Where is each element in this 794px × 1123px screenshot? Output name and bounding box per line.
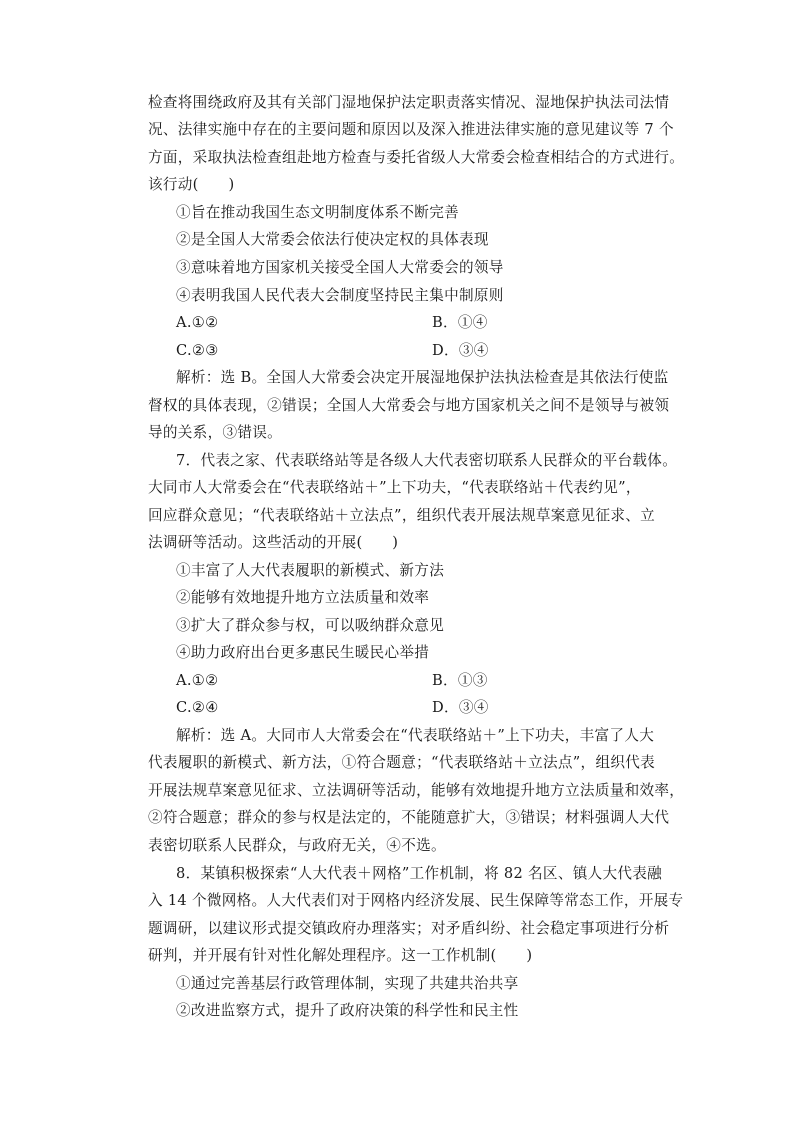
q6-analysis-line: 解析：选 B。全国人大常委会决定开展湿地保护法执法检查是其依法行使监 bbox=[176, 369, 669, 386]
q8-stem-line: 8．某镇积极探索“人大代表＋网格”工作机制，将 82 名区、镇人大代表融 bbox=[176, 865, 663, 882]
q6-option-d: D．③④ bbox=[432, 342, 489, 359]
q6-stem-line: 方面，采取执法检查组赴地方检查与委托省级人大常委会检查相结合的方式进行。 bbox=[148, 149, 685, 166]
q7-stem-line: 回应群众意见；“代表联络站＋立法点”，组织代表开展法规草案意见征求、立 bbox=[148, 507, 656, 524]
q8-stem-line: 研判，并开展有针对性化解处理程序。这一工作机制( ) bbox=[148, 947, 533, 964]
q6-analysis-line: 导的关系，③错误。 bbox=[148, 424, 283, 441]
q8-stem-line: 题调研，以建议形式提交镇政府办理落实；对矛盾纠纷、社会稳定事项进行分析 bbox=[148, 920, 670, 937]
q7-analysis-line: 解析：选 A。大同市人大常委会在“代表联络站＋”上下功夫，丰富了人大 bbox=[176, 727, 655, 744]
q6-stem-line: 检查将围绕政府及其有关部门湿地保护法定职责落实情况、湿地保护执法司法情 bbox=[148, 94, 670, 111]
q7-analysis-line: ②符合题意；群众的参与权是法定的，不能随意扩大，③错误；材料强调人大代 bbox=[148, 809, 670, 826]
q8-stem-line: 入 14 个微网格。人大代表们对于网格内经济发展、民生保障等常态工作，开展专 bbox=[148, 892, 684, 909]
q6-analysis-line: 督权的具体表现，②错误；全国人大常委会与地方国家机关之间不是领导与被领 bbox=[148, 397, 670, 414]
q6-statement: ④表明我国人民代表大会制度坚持民主集中制原则 bbox=[176, 287, 504, 304]
q7-option-b: B．①③ bbox=[432, 672, 488, 689]
q7-option-d: D．③④ bbox=[432, 699, 489, 716]
q8-statement: ①通过完善基层行政管理体制，实现了共建共治共享 bbox=[176, 975, 519, 992]
q7-statement: ④助力政府出台更多惠民生暖民心举措 bbox=[176, 644, 430, 661]
q6-option-b: B．①④ bbox=[432, 314, 488, 331]
q7-statement: ①丰富了人大代表履职的新模式、新方法 bbox=[176, 562, 445, 579]
q6-statement: ②是全国人大常委会依法行使决定权的具体表现 bbox=[176, 231, 489, 248]
q6-stem-line: 况、法律实施中存在的主要问题和原因以及深入推进法律实施的意见建议等 7 个 bbox=[148, 121, 674, 138]
q7-stem-line: 法调研等活动。这些活动的开展( ) bbox=[148, 534, 399, 551]
q7-option-c: C.②④ bbox=[176, 699, 219, 716]
q7-stem-line: 7．代表之家、代表联络站等是各级人大代表密切联系人民群众的平台载体。 bbox=[176, 452, 678, 469]
q6-stem-line: 该行动( ) bbox=[148, 176, 235, 193]
q6-option-a: A.①② bbox=[176, 314, 219, 331]
q7-analysis-line: 开展法规草案意见征求、立法调研等活动，能够有效地提升地方立法质量和效率， bbox=[148, 782, 685, 799]
q6-statement: ③意味着地方国家机关接受全国人大常委会的领导 bbox=[176, 259, 504, 276]
q8-statement: ②改进监察方式，提升了政府决策的科学性和民主性 bbox=[176, 1002, 519, 1019]
q7-option-a: A.①② bbox=[176, 672, 219, 689]
q7-stem-line: 大同市人大常委会在“代表联络站＋”上下功夫，“代表联络站＋代表约见”， bbox=[148, 479, 641, 496]
q7-analysis-line: 代表履职的新模式、新方法，①符合题意；“代表联络站＋立法点”，组织代表 bbox=[148, 754, 656, 771]
q6-statement: ①旨在推动我国生态文明制度体系不断完善 bbox=[176, 204, 459, 221]
q6-option-c: C.②③ bbox=[176, 342, 219, 359]
q7-statement: ②能够有效地提升地方立法质量和效率 bbox=[176, 589, 430, 606]
q7-analysis-line: 表密切联系人民群众，与政府无关，④不选。 bbox=[148, 837, 446, 854]
q7-statement: ③扩大了群众参与权，可以吸纳群众意见 bbox=[176, 617, 445, 634]
